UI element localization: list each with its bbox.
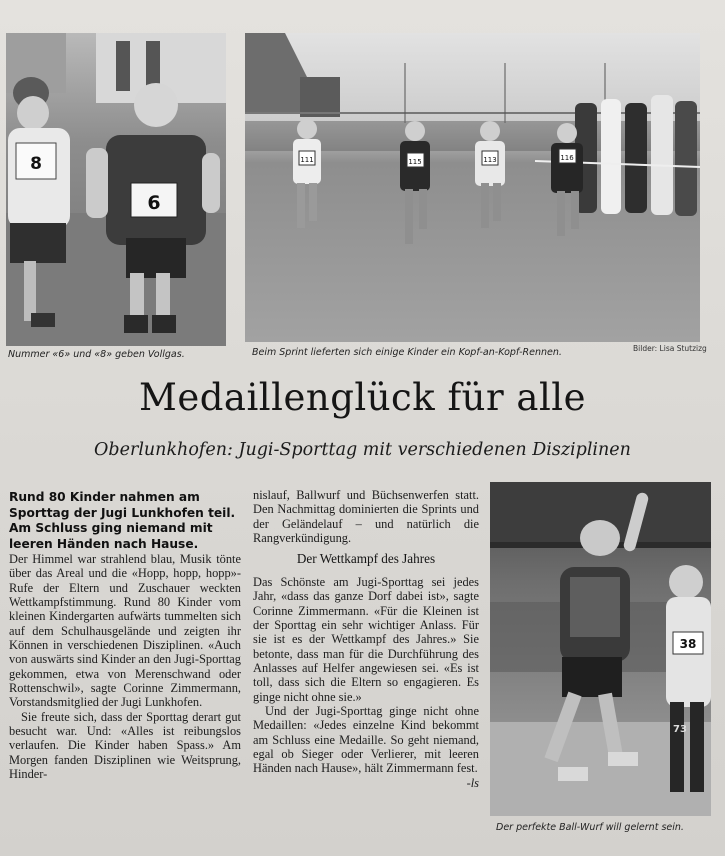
bib-113-text: 113 [483,156,497,164]
article-column-1 [9,490,241,782]
subheadline: Oberlunkhofen: Jugi-Sporttag mit verschiedenen Disziplinen [94,440,631,460]
photo-sprint-race [245,33,700,342]
headline: Medaillenglück für alle [138,376,587,419]
bib-73-text: 73 [673,724,687,735]
bib-115-text: 115 [408,158,422,166]
bib-111-text: 111 [300,156,314,164]
article-lead: Rund 80 Kinder nahmen am Sporttag der Jugi Lunkhofen teil. Am Schluss ging niemand mit leeren Händen nach Hause. [9,490,236,551]
photo-ball-throw-image [490,482,711,816]
bib-116-text: 116 [560,154,574,162]
photo-sprint-race-image [245,33,700,342]
right-photo-caption: Der perfekte Ball-Wurf will gelernt sein. [496,822,684,833]
section-subheading: Der Wettkampf des Jahres [296,551,436,567]
photo-ball-throw [490,482,711,816]
photo-boys-running-image [6,33,226,346]
column-2-paragraph-1: nislauf, Ballwurf und Büchsenwerfen statt. Den Nachmittag dominierten die Sprints und der Geländelauf – und natürlich die Rangverkündigung. [253,488,479,546]
bib-8-text: 8 [30,154,42,174]
author-signature: -ls [466,775,479,790]
photo-boys-running [6,33,226,346]
column-1-paragraph-2: Sie freute sich, dass der Sporttag derart gut besucht war. Und: «Alles ist reibungslos verlaufen. Die Kinder haben Spass.» Am Morgen fanden Disziplinen wie Weitsprung, Hinder- [9,709,241,782]
photo-credit: Bilder: Lisa Stutzizg [633,344,707,353]
column-2-paragraph-3 [253,703,479,790]
article-column-2 [253,488,479,790]
bib-6-text: 6 [147,192,161,214]
left-photo-caption: Nummer «6» und «8» geben Vollgas. [8,349,185,360]
column-2-paragraph-3-text: Und der Jugi-Sporttag ginge nicht ohne Medaillen: «Jedes einzelne Kind bekommt am Schluss eine Medaille. So geht niemand, egal ob Sieger oder Verlierer, mit leeren Händen nach Hause», hält Zimmermann fest. [253,703,479,776]
column-2-paragraph-2: Das Schönste am Jugi-Sporttag sei jedes Jahr, «dass das ganze Dorf dabei ist», sagte Corinne Zimmermann. «Für die Kleinen ist der Sporttag ein sehr wichtiger Anlass. Für sie ist es der Wettkampf des Jahres.» Sie betonte, dass man für die Durchführung des Anlasses auf Helfer angewiesen sei. «Es ist toll, dass sich die Eltern so engagieren. Es ginge nicht ohne sie.» [253,574,479,704]
middle-photo-caption: Beim Sprint lieferten sich einige Kinder ein Kopf-an-Kopf-Rennen. [252,347,562,358]
column-1-paragraph-1: Der Himmel war strahlend blau, Musik tönte über das Areal und die «Hopp, hopp, hopp»-Rufe der Eltern und Zuschauer weckten Wettkampfstimmung. Rund 80 Kinder vom kleinen Kindergarten aufwärts tummelten sich auf dem Schulhausgelände und zeigten ihr Können in verschiedenen Disziplinen. «Auch von auswärts sind Kinder an den Jugi-Sporttag gekommen, etwa von Merenschwand oder Rottenschwil», sagte Corinne Zimmermann, Vorstandsmitglied der Jugi Lunkhofen. [9,552,241,710]
bib-38-text: 38 [679,637,697,651]
